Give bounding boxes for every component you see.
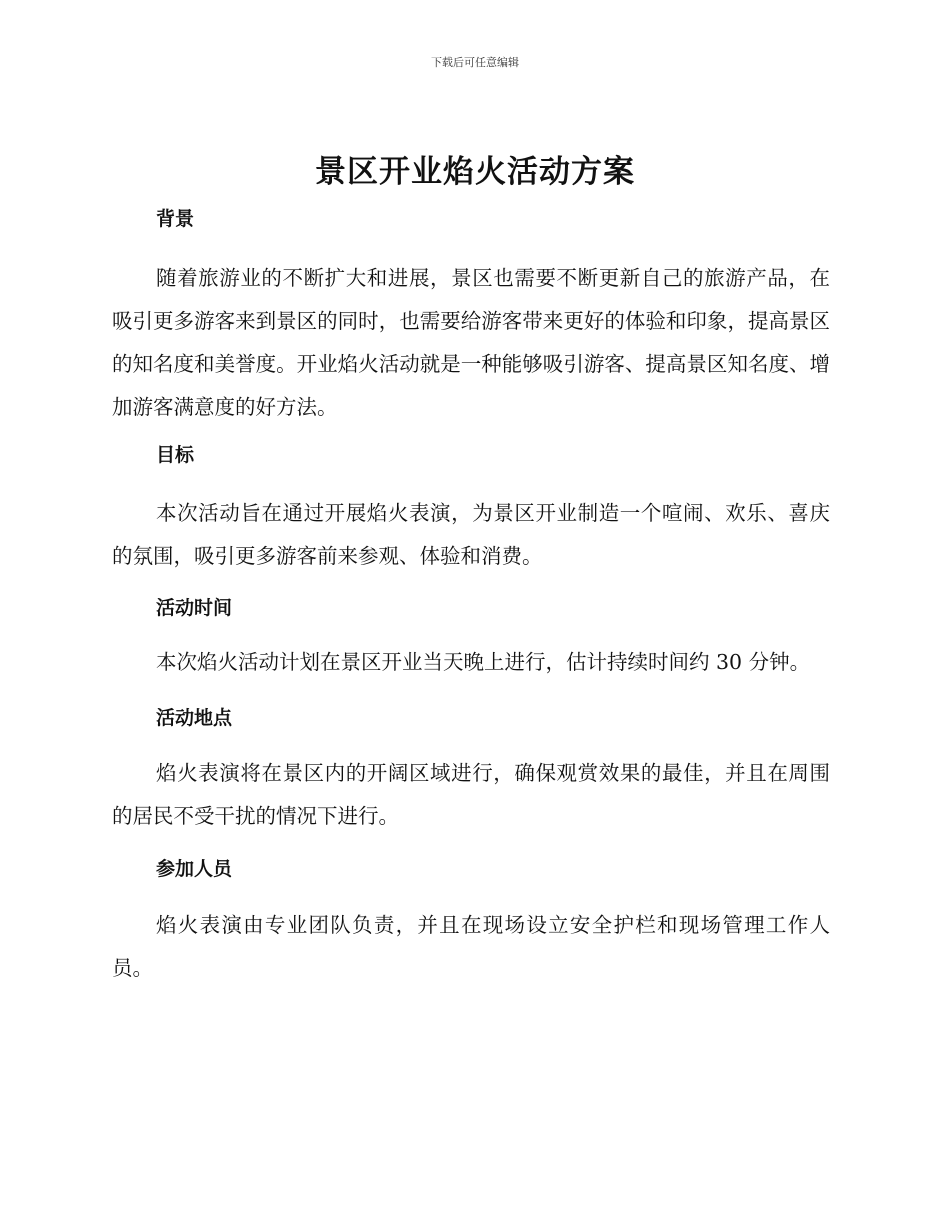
section-body: 本次焰火活动计划在景区开业当天晚上进行，估计持续时间约 30 分钟。 xyxy=(156,650,811,674)
document-title: 景区开业焰火活动方案 xyxy=(315,154,635,190)
section-location xyxy=(112,703,830,838)
section-body: 随着旅游业的不断扩大和进展，景区也需要不断更新自己的旅游产品，在吸引更多游客来到景区的同时，也需要给游客带来更好的体验和印象，提高景区的知名度和美誉度。开业焰火活动就是一种能够吸引游客、提高景区知名度、增加游客满意度的好方法。 xyxy=(112,266,830,419)
section-heading: 目标 xyxy=(156,444,195,466)
section-heading: 活动地点 xyxy=(156,707,233,729)
header-note: 下载后可任意编辑 xyxy=(431,56,519,69)
section-body: 焰火表演将在景区内的开阔区域进行，确保观赏效果的最佳，并且在周围的居民不受干扰的情况下进行。 xyxy=(112,761,830,828)
section-time xyxy=(112,593,830,684)
section-heading: 参加人员 xyxy=(156,858,233,880)
section-body: 本次活动旨在通过开展焰火表演，为景区开业制造一个喧闹、欢乐、喜庆的氛围，吸引更多游客前来参观、体验和消费。 xyxy=(112,501,830,568)
section-heading: 活动时间 xyxy=(156,597,233,619)
section-goal xyxy=(112,440,830,578)
section-heading: 背景 xyxy=(156,208,195,230)
section-body: 焰火表演由专业团队负责，并且在现场设立安全护栏和现场管理工作人员。 xyxy=(112,913,830,980)
section-participants xyxy=(112,854,830,990)
section-background xyxy=(112,204,830,429)
